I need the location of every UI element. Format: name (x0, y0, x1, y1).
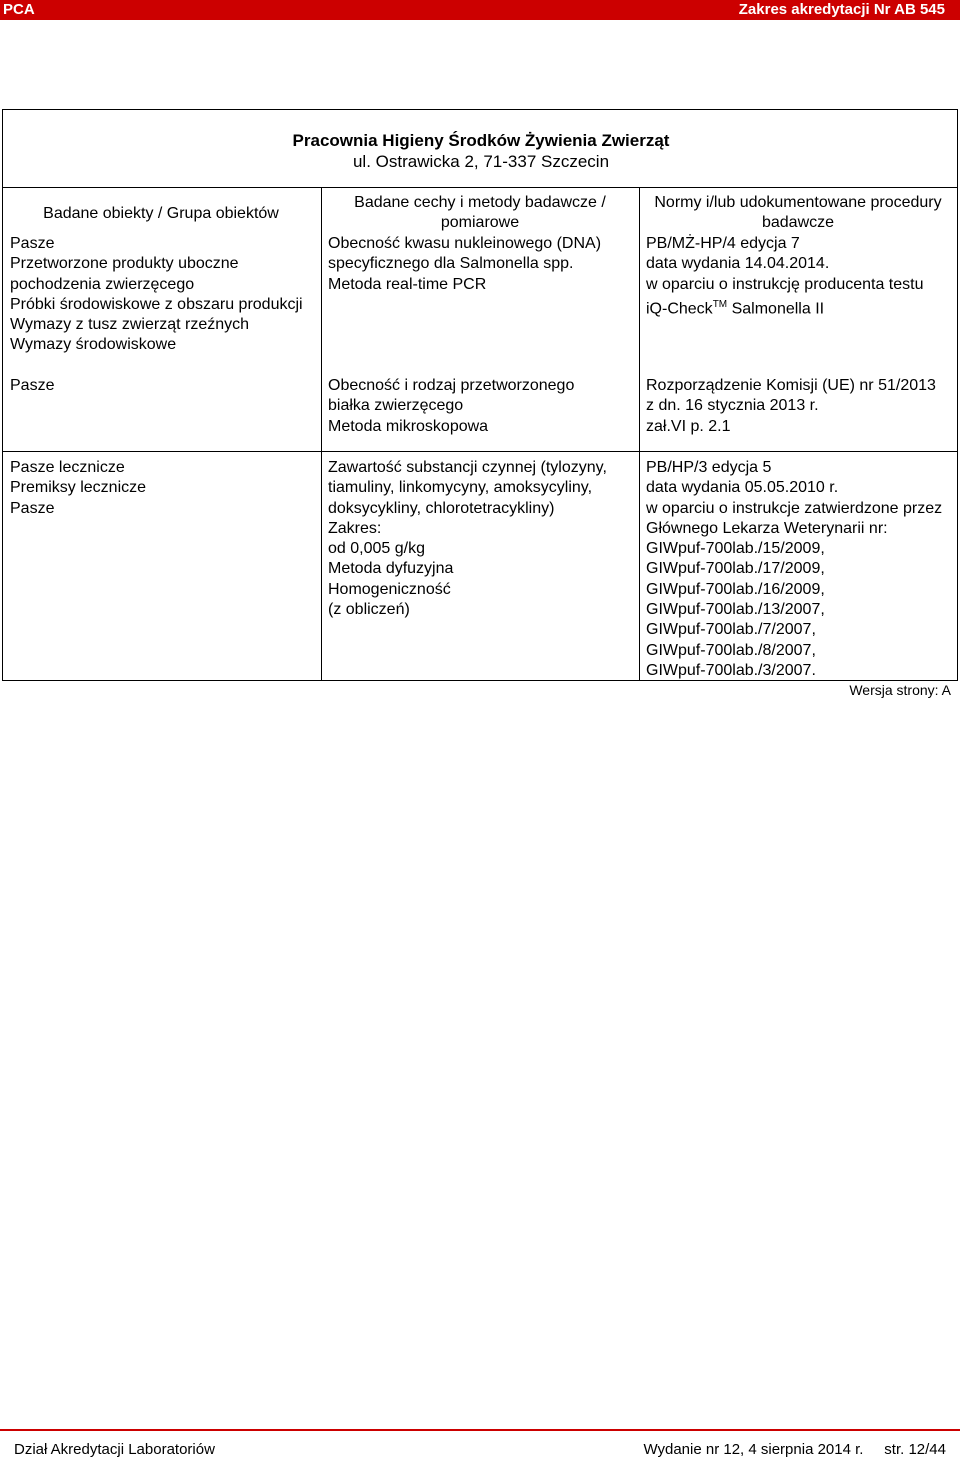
page-header (0, 0, 960, 20)
row3-method: Zawartość substancji czynnej (tylozyny, tiamuliny, linkomycyny, amoksycyliny, doksycykliny, chlorotetracykliny) Zakres: od 0,005 g/kg Metoda dyfuzyjna Homogeniczność (z obliczeń) (328, 459, 607, 619)
row1-norm (646, 234, 946, 320)
table-divider (3, 187, 957, 188)
row2-method: Obecność i rodzaj przetworzonego białka zwierzęcego Metoda mikroskopowa (328, 377, 575, 435)
lab-name: Pracownia Higieny Środków Żywienia Zwierząt (292, 131, 670, 150)
footer-right: Wydanie nr 12, 4 sierpnia 2014 r. str. 12/44 (643, 1441, 946, 1458)
page-version: Wersja strony: A (849, 682, 951, 698)
accreditation-table (2, 109, 958, 681)
row1-objects: Pasze Przetworzone produkty uboczne pochodzenia zwierzęcego Próbki środowiskowe z obszaru produkcji Wymazy z tusz zwierząt rzeźnych Wymazy środowiskowe (10, 235, 303, 354)
column-divider (321, 187, 322, 680)
page-footer (0, 1429, 960, 1461)
row1-norm-text: PB/MŻ-HP/4 edycja 7 data wydania 14.04.2014. w oparciu o instrukcję producenta testu iQ-Check (646, 235, 924, 318)
footer-left: Dział Akredytacji Laboratoriów (14, 1441, 215, 1458)
row3-objects: Pasze lecznicze Premiksy lecznicze Pasze (10, 459, 147, 517)
column-header-methods: Badane cechy i metody badawcze / pomiarowe (354, 194, 606, 232)
lab-title (3, 130, 959, 172)
row2-objects: Pasze (10, 377, 55, 394)
table-divider (3, 451, 957, 452)
row1-norm-tail: Salmonella II (727, 300, 825, 318)
column-header-objects: Badane obiekty / Grupa obiektów (43, 205, 279, 222)
column-header-norms: Normy i/lub udokumentowane procedury badawcze (654, 194, 942, 232)
row1-method: Obecność kwasu nukleinowego (DNA) specyficznego dla Salmonella spp. Metoda real-time PCR (328, 235, 602, 293)
header-left: PCA (3, 1, 35, 18)
row2-norm: Rozporządzenie Komisji (UE) nr 51/2013 z dn. 16 stycznia 2013 r. zał.VI p. 2.1 (646, 377, 936, 435)
column-divider (639, 187, 640, 680)
trademark-sign: TM (712, 298, 728, 310)
row3-norm: PB/HP/3 edycja 5 data wydania 05.05.2010 r. w oparciu o instrukcje zatwierdzone przez Głównego Lekarza Weterynarii nr: GIWpuf-700lab./15/2009, GIWpuf-700lab./17/2009, GIWpuf-700lab./16/2009, GIWpuf-700lab./13/2007, GIWpuf-700lab./7/2007, GIWpuf-700lab./8/2007, GIWpuf-700lab./3/2007. (646, 459, 943, 679)
lab-address: ul. Ostrawicka 2, 71-337 Szczecin (352, 152, 610, 171)
header-right: Zakres akredytacji Nr AB 545 (738, 1, 945, 18)
